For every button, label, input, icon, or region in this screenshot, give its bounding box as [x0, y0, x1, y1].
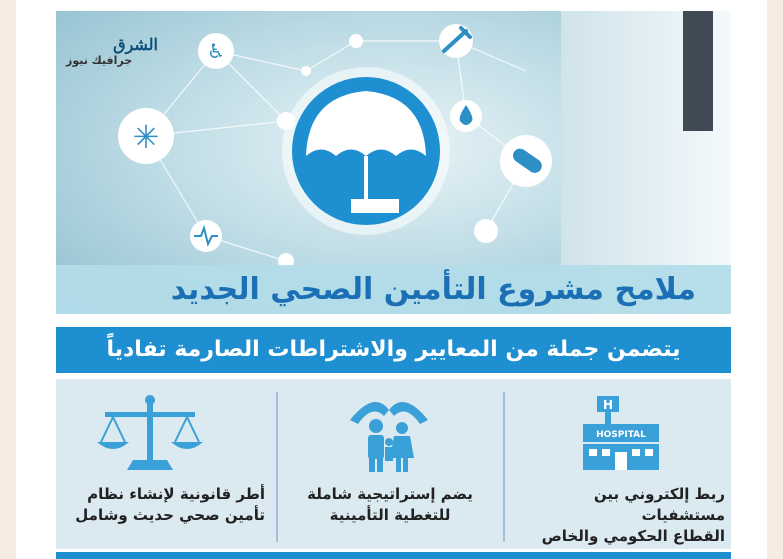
- brand-logo: [66, 35, 176, 67]
- hospital-sign: HOSPITAL: [596, 430, 646, 440]
- svg-text:✳: ✳: [132, 118, 160, 156]
- page-title: ملامح مشروع التأمين الصحي الجديد: [170, 272, 696, 307]
- family-protection-icon: [344, 390, 434, 475]
- page-subtitle: يتضمن جملة من المعايير والاشتراطات الصارمة تفادياً: [106, 337, 681, 362]
- feature-strategy: [285, 484, 495, 526]
- feature-line: أطر قانونية لإنشاء نظام: [87, 485, 265, 503]
- feature-legal-framework: [55, 484, 265, 526]
- feature-line: القطاع الحكومي والخاص: [541, 527, 725, 545]
- feature-line: تأمين صحي حديث وشامل: [75, 506, 265, 524]
- feature-line: ربط إلكتروني بين مستشفيات: [593, 485, 725, 524]
- bottom-band: [56, 552, 731, 559]
- feature-divider: [503, 392, 505, 542]
- hospital-icon: [575, 394, 665, 474]
- brand-name: الشرق: [113, 35, 158, 54]
- scales-of-justice-icon: [95, 394, 205, 474]
- svg-text:♿: ♿: [207, 39, 225, 63]
- brand-subtitle: جرافيك نيوز: [66, 54, 133, 67]
- feature-line: للتغطية التأمينية: [329, 506, 451, 524]
- feature-divider: [276, 392, 278, 542]
- svg-text:H: H: [602, 398, 614, 412]
- feature-line: يضم إستراتيجية شاملة: [307, 485, 473, 503]
- feature-hospital-link: [515, 484, 725, 547]
